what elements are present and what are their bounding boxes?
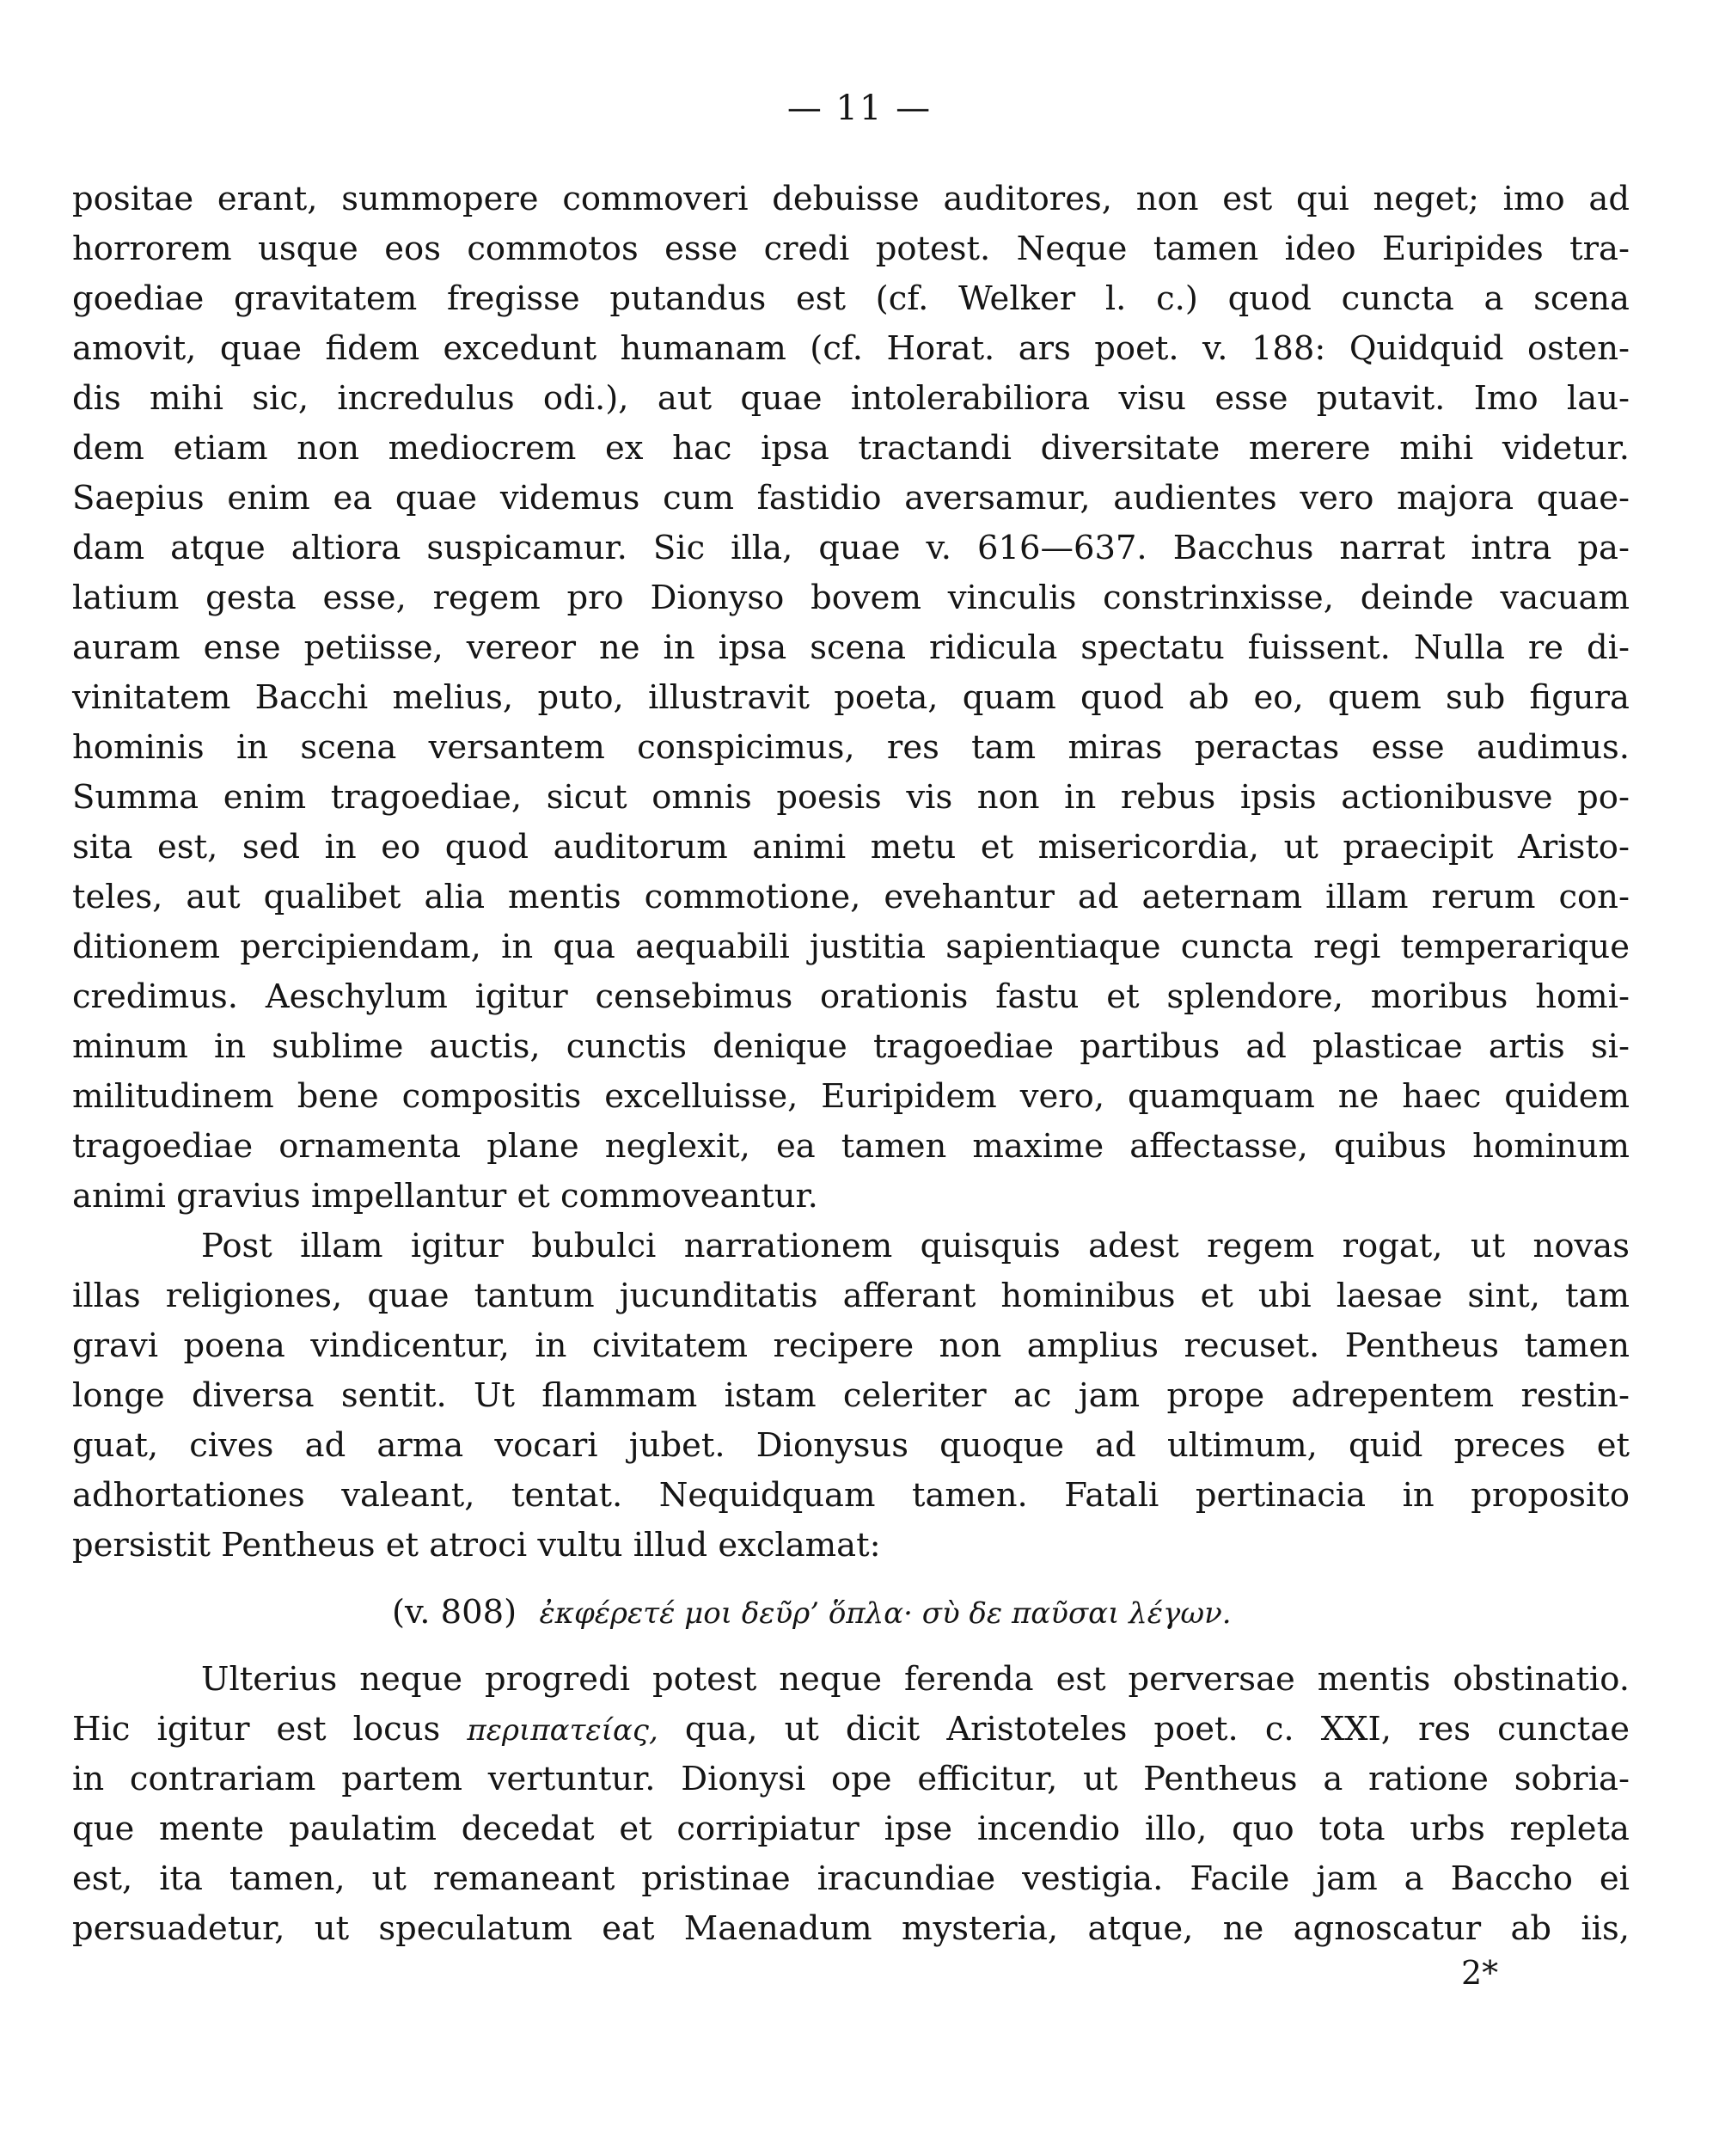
text-line: tragoediae ornamenta plane neglexit, ea tamen maxime affectasse, quibus hominum (72, 1127, 1630, 1166)
text-line: dam atque altiora suspicamur. Sic illa, quae v. 616—637. Bacchus narrat intra pa- (72, 529, 1630, 567)
text-line: dem etiam non mediocrem ex hac ipsa tractandi diversitate merere mihi videtur. (72, 429, 1630, 468)
greek-quotation (72, 1588, 1630, 1638)
text-line: positae erant, summopere commoveri debuisse auditores, non est qui neget; imo ad (72, 180, 1630, 218)
text-line: persistit Pentheus et atroci vultu illud exclamat: (72, 1526, 881, 1565)
text-line: adhortationes valeant, tentat. Nequidquam tamen. Fatali pertinacia in proposito (72, 1476, 1630, 1515)
text-line: persuadetur, ut speculatum eat Maenadum mysteria, atque, ne agnoscatur ab iis, (72, 1909, 1630, 1948)
page-number: — 11 — (786, 89, 933, 128)
paragraph-start-line: Ulterius neque progredi potest neque ferenda est perversae mentis obstinatio. (201, 1660, 1630, 1699)
text-line: sita est, sed in eo quod auditorum animi metu et misericordia, ut praecipit Aristo- (72, 828, 1630, 867)
text-line-with-greek (72, 1705, 1630, 1755)
text-line: amovit, quae fidem excedunt humanam (cf. Horat. ars poet. v. 188: Quidquid osten- (72, 329, 1630, 368)
text-line: teles, aut qualibet alia mentis commotione, evehantur ad aeternam illam rerum con- (72, 878, 1630, 916)
text-line: hominis in scena versantem conspicimus, res tam miras peractas esse audimus. (72, 728, 1630, 767)
text-line: auram ense petiisse, vereor ne in ipsa scena ridicula spectatu fuissent. Nulla re di- (72, 628, 1630, 667)
text-line: goediae gravitatem fregisse putandus est (cf. Welker l. c.) quod cuncta a scena (72, 279, 1630, 318)
greek-term: περιπατείας, (467, 1713, 658, 1748)
text-segment: qua, ut dicit Aristoteles poet. c. XXI, res cunctae (684, 1710, 1630, 1749)
text-line: animi gravius impellantur et commoveantur. (72, 1177, 818, 1216)
text-line: minum in sublime auctis, cunctis denique tragoediae partibus ad plasticae artis si- (72, 1027, 1630, 1066)
signature-mark: 2* (1461, 1954, 1499, 1992)
text-line: ditionem percipiendam, in qua aequabili justitia sapientiaque cuncta regi temperarique (72, 928, 1630, 966)
paragraph-start-line: Post illam igitur bubulci narrationem quisquis adest regem rogat, ut novas (201, 1227, 1630, 1265)
text-line: gravi poena vindicentur, in civitatem recipere non amplius recuset. Pentheus tamen (72, 1326, 1630, 1365)
text-line: latium gesta esse, regem pro Dionyso bovem vinculis constrinxisse, deinde vacuam (72, 579, 1630, 617)
text-line: dis mihi sic, incredulus odi.), aut quae intolerabiliora visu esse putavit. Imo lau- (72, 379, 1630, 418)
body-text (72, 175, 1630, 1954)
quote-verse-reference: (v. 808) (392, 1593, 517, 1632)
text-line: illas religiones, quae tantum jucunditatis afferant hominibus et ubi laesae sint, tam (72, 1277, 1630, 1315)
quote-greek-text: ἐκφέρετέ μοι δεῦρ’ ὅπλα· σὺ δε παῦσαι λέγων. (539, 1596, 1232, 1631)
text-segment: Hic igitur est locus (72, 1710, 441, 1749)
text-line: Saepius enim ea quae videmus cum fastidio aversamur, audientes vero majora quae- (72, 479, 1630, 518)
text-line: in contrariam partem vertuntur. Dionysi ope efficitur, ut Pentheus a ratione sobria- (72, 1760, 1630, 1798)
text-line: Summa enim tragoediae, sicut omnis poesis vis non in rebus ipsis actionibusve po- (72, 778, 1630, 817)
text-line: guat, cives ad arma vocari jubet. Dionysus quoque ad ultimum, quid preces et (72, 1426, 1630, 1465)
text-line: militudinem bene compositis excelluisse, Euripidem vero, quamquam ne haec quidem (72, 1077, 1630, 1116)
text-line: longe diversa sentit. Ut flammam istam celeriter ac jam prope adrepentem restin- (72, 1376, 1630, 1415)
text-line: vinitatem Bacchi melius, puto, illustravit poeta, quam quod ab eo, quem sub figura (72, 678, 1630, 717)
text-line: est, ita tamen, ut remaneant pristinae iracundiae vestigia. Facile jam a Baccho ei (72, 1859, 1630, 1898)
text-line: horrorem usque eos commotos esse credi potest. Neque tamen ideo Euripides tra- (72, 230, 1630, 268)
text-line: que mente paulatim decedat et corripiatur ipse incendio illo, quo tota urbs repleta (72, 1810, 1630, 1848)
text-line: credimus. Aeschylum igitur censebimus orationis fastu et splendore, moribus homi- (72, 977, 1630, 1016)
